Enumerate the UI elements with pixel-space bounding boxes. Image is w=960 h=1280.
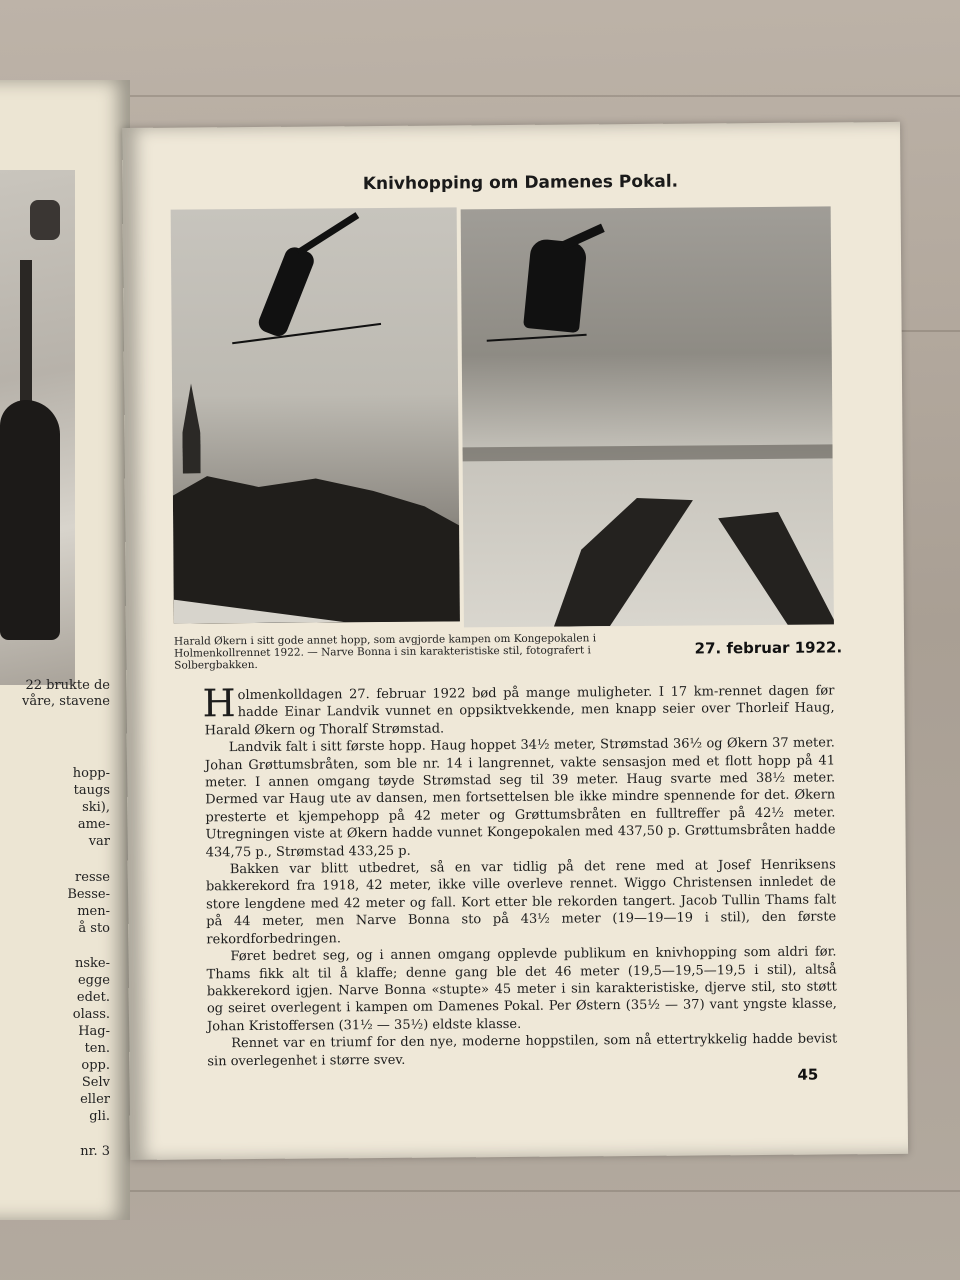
left-page-line: nske-	[74, 956, 110, 971]
paragraph-text: olmenkolldagen 27. februar 1922 bød på mange muligheter. I 17 km-rennet dagen før hadde Einar Landvik vunnet en oppsiktvekkende, men knapp seier over Thorleif Haug, Harald Økern og Thoralf Strømstad.	[204, 683, 835, 739]
article-paragraph: Rennet var en triumf for den nye, moderne hoppstilen, som nå ettertrykkelig hadde bevist sin overlegenhet i større svev.	[207, 1031, 838, 1069]
article-paragraph: Landvik falt i sitt første hopp. Haug hoppet 34½ meter, Strømstad 36½ og Økern 37 meter. Johan Grøttumsbråten, som ble nr. 14 i langrennet, vakte sensasjon med et flott hopp på 41 meter. I annen omgang tøyde Strømstad seg til 39 meter. Haug svarte med 38½ meter. Dermed var Haug ute av dansen, men fortsettelsen ble ikke mindre spennende for det. Økern presterte et kjempehopp på 42 meter og Grøttumsbråten en fulltreffer på 42½ meter. Utregningen viste at Økern hadde vunnet Kongepokalen med 437,50 p. Grøttumsbråten hadde 434,75 p., Strømstad 433,25 p.	[204, 735, 836, 861]
left-page-line: Besse-	[67, 887, 110, 902]
horizon-line	[463, 444, 833, 461]
article-paragraph	[204, 682, 834, 739]
left-page-line: ame-	[77, 817, 110, 832]
left-page-line: nr. 3	[80, 1144, 110, 1159]
left-page-line: våre, stavene	[21, 694, 110, 709]
floor-plank-seam	[0, 1190, 960, 1192]
jumper-arms	[296, 212, 359, 255]
left-page-line: egge	[77, 973, 110, 988]
skis	[487, 334, 587, 342]
right-page	[122, 122, 908, 1160]
left-page-line: opp.	[81, 1058, 110, 1073]
left-page-line: ten.	[84, 1041, 110, 1056]
skis	[232, 323, 381, 344]
photo-okern-jump	[171, 207, 460, 623]
left-page-line: edet.	[76, 990, 110, 1005]
spectator-figure	[30, 200, 60, 240]
left-page-line: var	[88, 834, 110, 849]
left-page-line: eller	[80, 1092, 110, 1107]
article-body	[204, 682, 837, 1070]
photo-caption: Harald Økern i sitt gode annet hopp, som avgjorde kampen om Kongepokalen i Holmenkollrennet 1922. — Narve Bonna i sin karakteristiske stil, fotografert i Solbergbakken.	[173, 632, 597, 672]
article-paragraph: Føret bedret seg, og i annen omgang opplevde publikum en knivhopping som aldri før. Thams fikk alt til å klaffe; denne gang ble det 46 meter (19,5—19,5—19,5 i stil), altså bakkerekord igjen. Narve Bonna «stupte» 45 meter i sin karakteristiske, djerve stil, sto støtt og seiret overlegent i kampen om Damenes Pokal. Per Østern (35½ — 37) vant yngste klasse, Johan Kristoffersen (31½ — 35½) eldste klasse.	[206, 944, 837, 1035]
left-page-line: olass.	[72, 1007, 110, 1022]
skier-figure	[0, 400, 60, 640]
left-page-line: gli.	[89, 1109, 110, 1124]
left-page-line: 22 brukte de	[25, 678, 110, 693]
photo-bonna-jump	[461, 206, 834, 627]
left-page-line: men-	[77, 904, 110, 919]
left-page-line: hopp-	[72, 766, 110, 781]
page-number: 45	[797, 1065, 819, 1084]
spectator-crowd	[718, 511, 834, 627]
left-page-line: å sto	[78, 921, 110, 936]
drop-cap: H	[202, 681, 236, 726]
left-page-line: Selv	[81, 1075, 110, 1090]
forest-silhouette	[173, 461, 460, 623]
jumper-arms	[561, 224, 605, 250]
event-date: 27. februar 1922.	[694, 638, 843, 658]
left-page-line: taugs	[73, 783, 110, 798]
left-page-line: Hag-	[78, 1024, 110, 1039]
ski-jumper-figure	[523, 238, 587, 333]
left-page	[0, 80, 130, 1220]
floor-plank-seam	[0, 95, 960, 97]
left-page-line: resse	[75, 870, 110, 885]
article-paragraph: Bakken var blitt utbedret, så en var tidlig på det rene med at Josef Henriksens bakkerekord fra 1918, 42 meter, ikke ville overleve rennet. Wiggo Christensen innledet de store lengdene med 42 meter og fall. Kort etter ble rekorden tangert. Jacob Tullin Thams falt på 44 meter, men Narve Bonna sto på 43½ meter (19—19—19 i stil), den første rekordforbedringen.	[205, 857, 837, 948]
page-title: Knivhopping om Damenes Pokal.	[362, 171, 679, 195]
left-page-line: ski),	[82, 800, 110, 815]
spectator-crowd	[553, 498, 694, 627]
church-spire	[182, 383, 201, 473]
ski-pole	[20, 260, 32, 410]
ski-jumper-figure	[256, 244, 317, 339]
left-page-photo	[0, 170, 75, 685]
